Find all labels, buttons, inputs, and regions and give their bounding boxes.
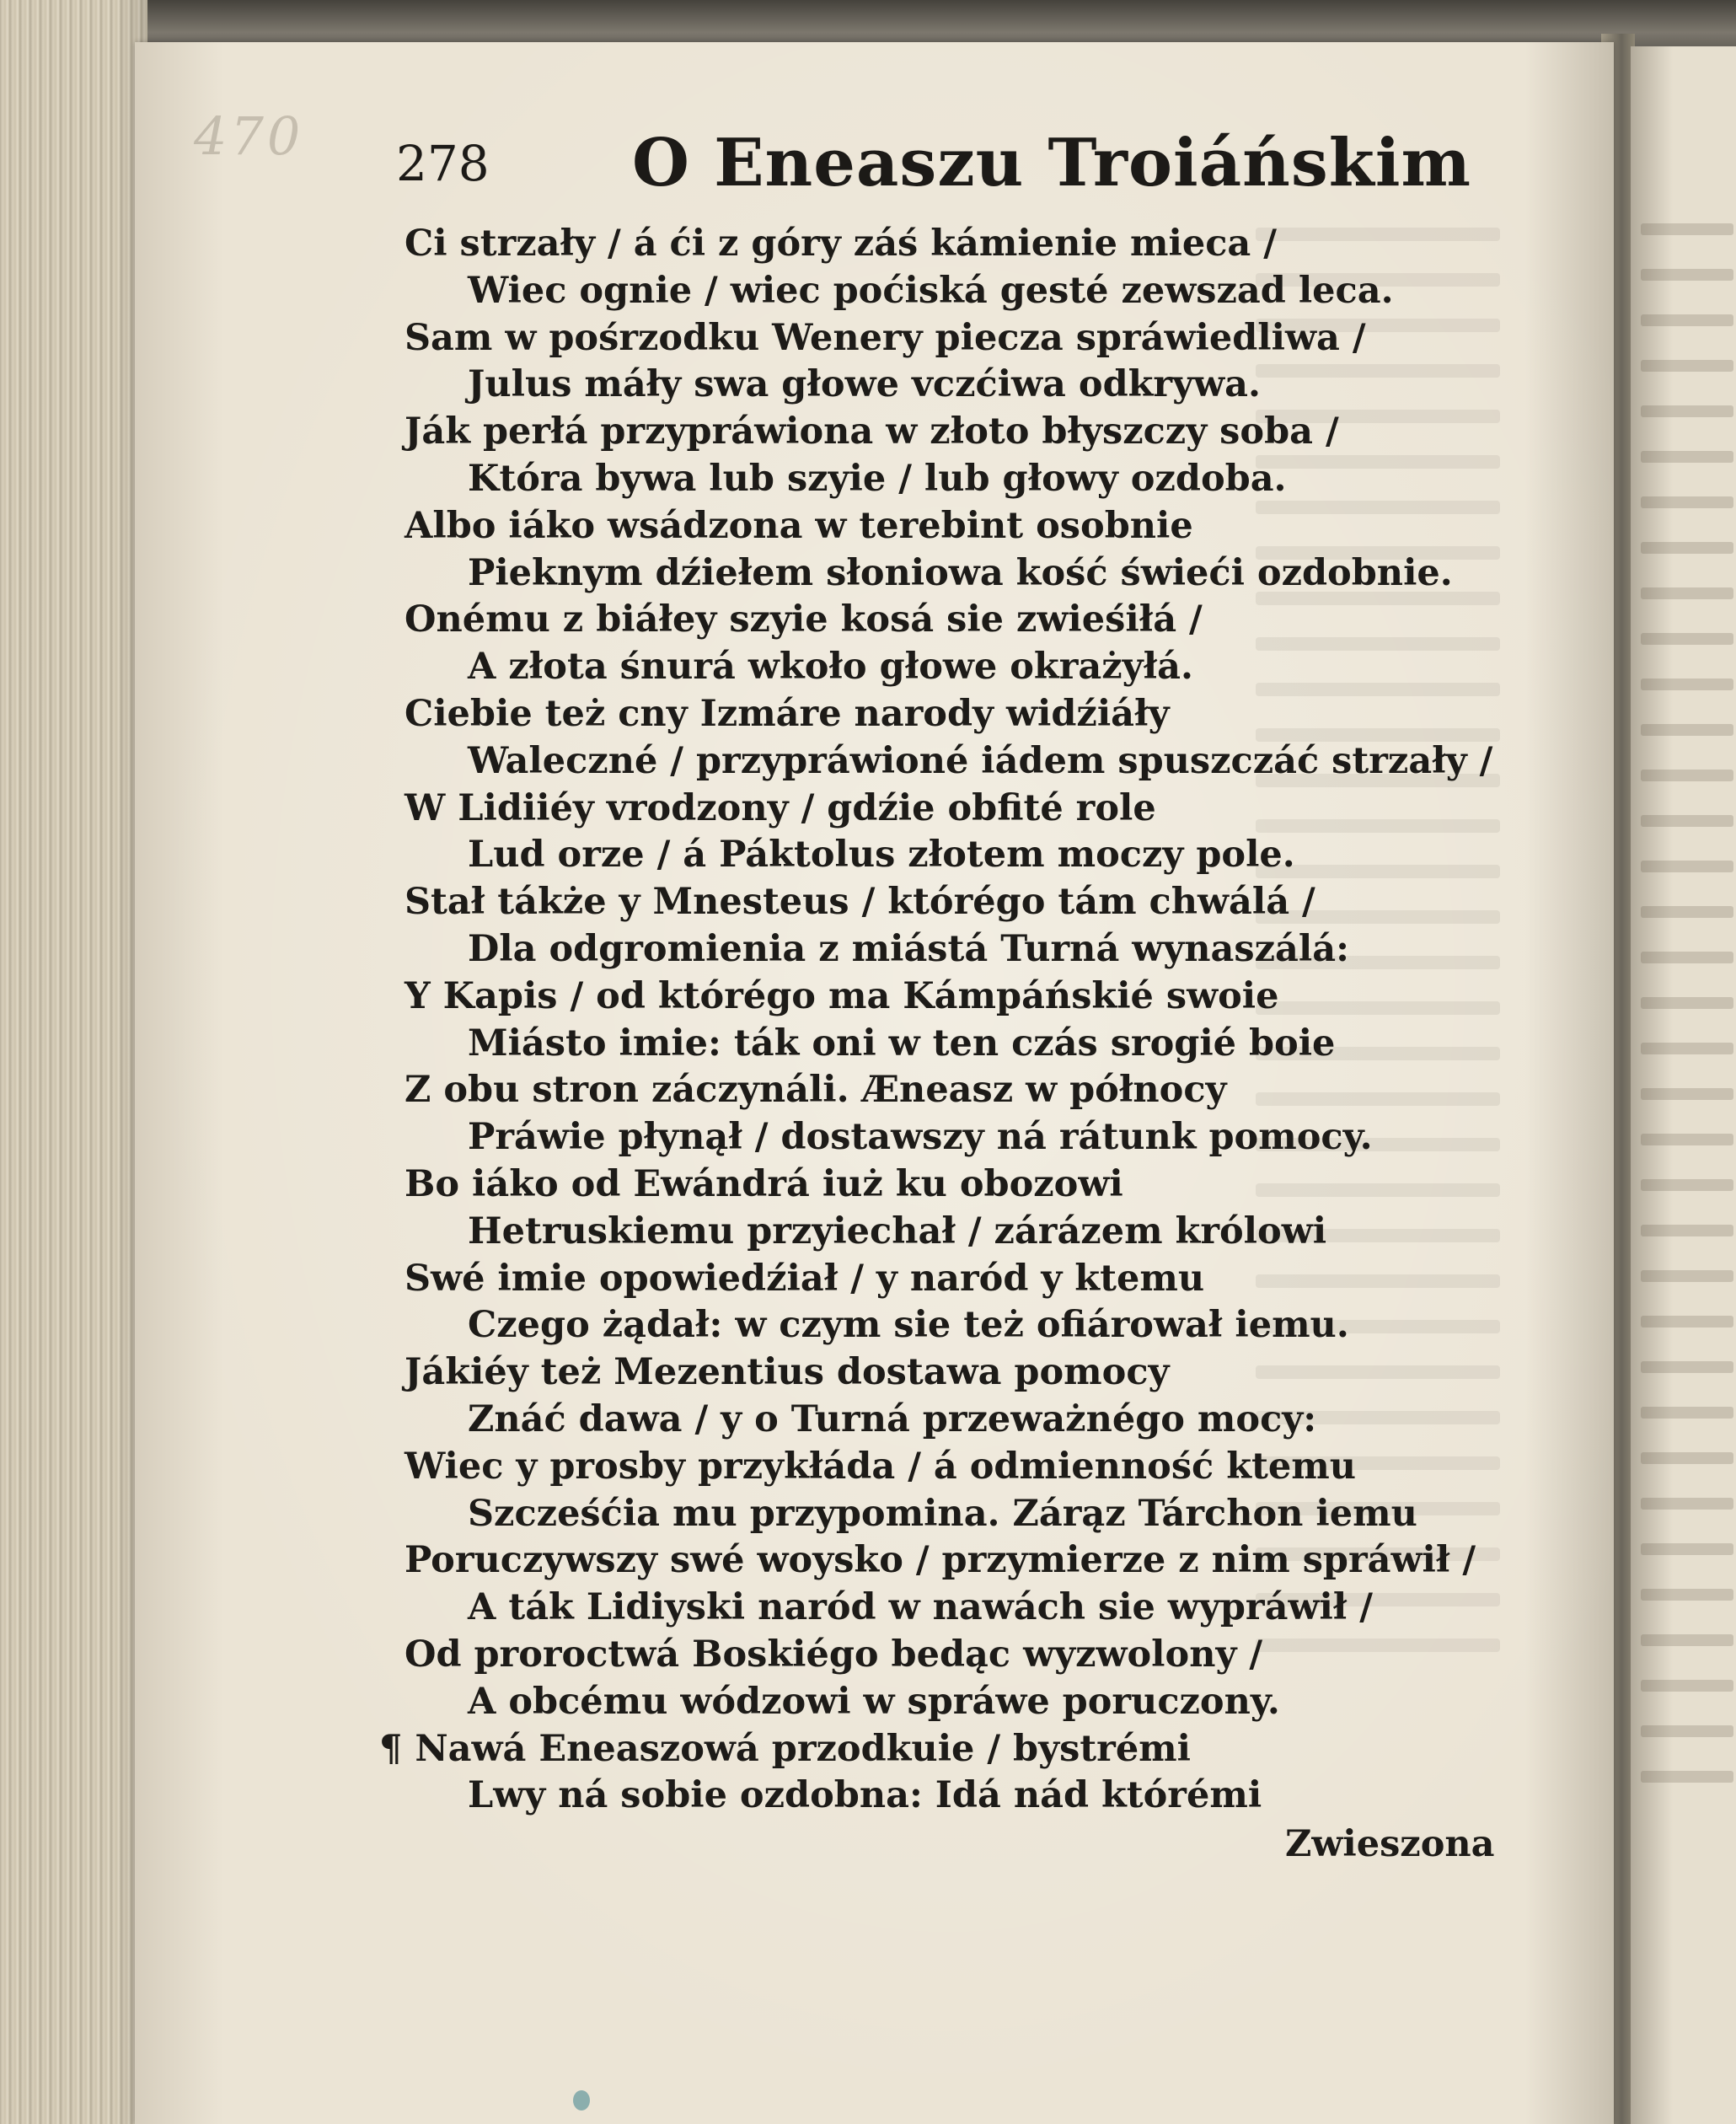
verse-line: Która bywa lub szyie / lub głowy ozdoba. [468,457,1287,500]
verse-line: Miásto imie: ták oni w ten czás srogié boie [468,1022,1336,1065]
verse-line: Ják perłá przypráwiona w złoto błyszczy soba / [405,410,1339,453]
verse-line: Od proroctwá Boskiégo bedąc wyzwolony / [405,1633,1263,1676]
running-head: O Eneaszu Troiáńskim [632,125,1471,201]
facing-page-text-fragment [1641,223,1733,1816]
verse-line: Szcześćia mu przypomina. Zárąz Tárchon iemu [468,1492,1417,1535]
verse-line: Bo iáko od Ewándrá iuż ku obozowi [405,1162,1123,1205]
verse-line: A obcému wódzowi w spráwe poruczony. [468,1680,1280,1723]
verse-line: Wiec y prosby przykłáda / á odmienność ktemu [405,1445,1356,1488]
page-number: 278 [396,135,490,192]
facing-page [1631,46,1736,2124]
verse-line: Lwy ná sobie ozdobna: Idá nád którémi [468,1774,1262,1817]
verse-line: Sam w pośrzodku Wenery piecza spráwiedliwa / [405,316,1366,359]
catchword: Zwieszona [1285,1823,1495,1865]
verse-line: Pieknym dźiełem słoniowa kość świeći ozdobnie. [468,551,1453,594]
verse-line: Poruczywszy swé woysko / przymierze z nim spráwił / [405,1539,1476,1582]
verse-line: Czego żądał: w czym sie też ofiárował iemu. [468,1304,1349,1347]
verse-text-block [379,221,1551,1820]
verse-line: Onému z biáłey szyie kosá sie zwieśiłá / [405,598,1203,641]
verse-line: A ták Lidiyski naród w nawách sie wypráwił / [468,1586,1374,1629]
verse-line: Swé imie opowiedźiał / y naród y ktemu [405,1257,1205,1300]
verse-line: Lud orze / á Páktolus złotem moczy pole. [468,834,1295,877]
verse-line: Z obu stron záczynáli. Æneasz w północy [405,1069,1227,1112]
verse-line: Hetruskiemu przyiechał / zárázem królowi [468,1210,1327,1252]
verse-line-pilcrow: ¶ Nawá Eneaszowá przodkuie / bystrémi [379,1727,1192,1770]
verse-line: Znáć dawa / y o Turná przeważnégo mocy: [468,1397,1317,1440]
verse-line: Y Kapis / od którégo ma Kámpáńskié swoie [405,974,1279,1017]
ink-stain [573,2090,590,2111]
stacked-page-edges [0,0,147,2124]
manuscript-folio-number: 470 [194,105,304,167]
verse-line: W Lidiiéy vrodzony / gdźie obfité role [405,786,1156,829]
verse-line: Waleczné / przypráwioné iádem spuszczáć strzały / [468,739,1493,782]
verse-line: Ci strzały / á ći z góry záś kámienie mieca / [405,223,1277,265]
verse-line: Albo iáko wsádzona w terebint osobnie [405,504,1193,547]
verse-line: Dla odgromienia z miástá Turná wynaszálá: [468,927,1349,970]
verse-line: Práwie płynął / dostawszy ná rátunk pomocy. [468,1116,1373,1159]
verse-line: Stał tákże y Mnesteus / którégo tám chwálá / [405,881,1315,924]
verse-line: Wiec ognie / wiec poćiská gesté zewszad leca. [468,269,1394,312]
verse-line: A złota śnurá wkoło głowe okrażyłá. [468,646,1193,689]
verse-line: Julus máły swa głowe vczćiwa odkrywa. [468,363,1261,406]
verse-line: Ciebie też cny Izmáre narody widźiáły [405,692,1170,735]
verse-line: Jákiéy też Mezentius dostawa pomocy [405,1351,1170,1394]
